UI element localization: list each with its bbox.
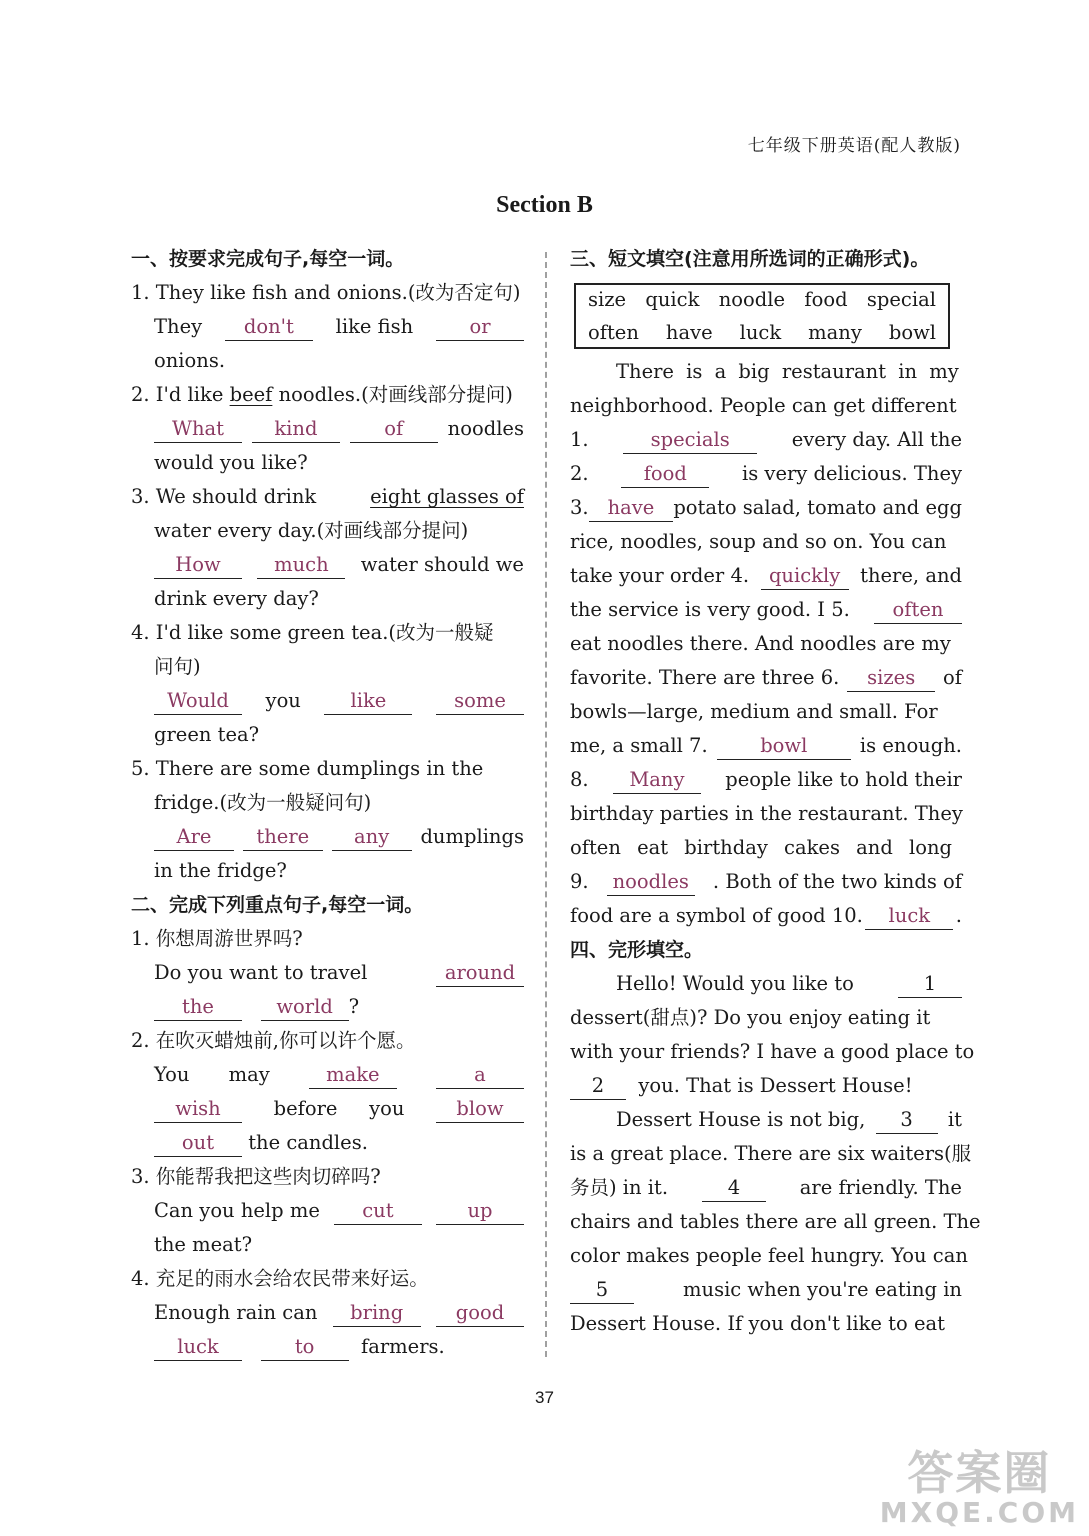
- answer-blank[interactable]: food: [621, 461, 709, 488]
- q1-answer-line: They don't like fish or: [131, 310, 524, 344]
- watermark-logo: [880, 1448, 1079, 1528]
- passage-line: often eat birthday cakes and long: [570, 836, 953, 859]
- p4-answer-line: Enough rain can bring good: [131, 1296, 524, 1330]
- cloze-blank[interactable]: 4: [702, 1175, 766, 1202]
- q4-answer-line: Would you like some: [131, 684, 524, 718]
- cloze-blank[interactable]: 3: [876, 1107, 938, 1134]
- cloze-line: 务员) in it. 4 are friendly. The: [570, 1171, 962, 1205]
- cloze-blank[interactable]: 2: [570, 1073, 626, 1100]
- q5-answer-line: Are there any dumplings: [131, 820, 524, 854]
- passage-line: me, a small 7. bowl is enough.: [570, 729, 962, 763]
- answer-blank[interactable]: a: [436, 1062, 524, 1089]
- cloze-line: 5 music when you're eating in: [570, 1273, 962, 1307]
- answer-blank[interactable]: sizes: [847, 665, 935, 692]
- answer-blank[interactable]: world: [261, 994, 349, 1021]
- word-bank-item: noodle: [718, 288, 786, 311]
- answer-blank[interactable]: some: [436, 688, 524, 715]
- page-number: 37: [535, 1388, 554, 1407]
- passage-line: neighborhood. People can get different: [570, 394, 957, 417]
- section-4-heading: 四、完形填空。: [570, 939, 704, 961]
- answer-blank[interactable]: bring: [333, 1300, 421, 1327]
- cloze-line: Dessert House. If you don't like to eat: [570, 1312, 945, 1335]
- column-divider: [545, 252, 547, 1357]
- q1-answer-tail: onions.: [154, 349, 226, 372]
- answer-blank[interactable]: noodles: [607, 869, 695, 896]
- cloze-line: dessert(甜点)? Do you enjoy eating it: [570, 1006, 931, 1029]
- q4-prompt-2: 问句): [154, 655, 201, 678]
- q3-answer-tail: drink every day?: [154, 587, 319, 610]
- answer-blank[interactable]: much: [257, 552, 345, 579]
- passage-line: 3. have potato salad, tomato and egg: [570, 491, 962, 525]
- cloze-line: 2 you. That is Dessert House!: [570, 1069, 962, 1103]
- word-bank-item: food: [804, 288, 848, 311]
- word-bank-item: size: [588, 288, 627, 311]
- section-1-heading: 一、按要求完成句子,每空一词。: [131, 248, 405, 270]
- word-bank-row: [588, 316, 936, 349]
- watermark-text: 答案圈: [907, 1446, 1052, 1500]
- p1-answer-line-2: the world ?: [131, 990, 524, 1024]
- passage-line: the service is very good. I 5. often: [570, 593, 962, 627]
- q1-prompt: 1. They like fish and onions.(改为否定句): [131, 281, 521, 304]
- answer-blank[interactable]: quickly: [761, 563, 849, 590]
- answer-blank[interactable]: to: [261, 1334, 349, 1361]
- left-column: [131, 242, 524, 1364]
- answer-blank[interactable]: cut: [334, 1198, 422, 1225]
- answer-blank[interactable]: How: [154, 552, 242, 579]
- answer-blank[interactable]: bowl: [717, 733, 851, 760]
- section-3-heading: 三、短文填空(注意用所选词的正确形式)。: [570, 248, 930, 270]
- answer-blank[interactable]: luck: [865, 903, 953, 930]
- word-bank-item: luck: [739, 321, 782, 344]
- q3-answer-line: How much water should we: [131, 548, 524, 582]
- p3-answer-line: Can you help me cut up: [131, 1194, 524, 1228]
- answer-blank[interactable]: specials: [623, 427, 757, 454]
- q2-answer-line: What kind of noodles: [131, 412, 524, 446]
- right-column: [570, 242, 981, 1341]
- word-bank: [574, 283, 950, 349]
- p3-chinese: 3. 你能帮我把这些肉切碎吗?: [131, 1165, 381, 1188]
- answer-blank[interactable]: of: [350, 416, 438, 443]
- p4-answer-line-2: luck to farmers.: [131, 1330, 524, 1364]
- word-bank-item: quick: [645, 288, 700, 311]
- p2-answer-line-3: out the candles.: [131, 1126, 524, 1160]
- underlined-part: beef: [229, 383, 273, 406]
- passage-line: 9. noodles . Both of the two kinds of: [570, 865, 962, 899]
- p3-answer-tail: the meat?: [154, 1233, 253, 1256]
- cloze-line: is a great place. There are six waiters(服: [570, 1142, 972, 1165]
- word-bank-item: often: [588, 321, 639, 344]
- answer-blank[interactable]: or: [436, 314, 524, 341]
- answer-blank[interactable]: make: [309, 1062, 397, 1089]
- answer-blank[interactable]: blow: [436, 1096, 524, 1123]
- passage-line: 1. specials every day. All the: [570, 423, 962, 457]
- q2-answer-tail: would you like?: [154, 451, 308, 474]
- answer-blank[interactable]: like: [324, 688, 412, 715]
- q3-prompt: 3. We should drink eight glasses of: [131, 480, 524, 514]
- answer-blank[interactable]: have: [589, 495, 674, 522]
- passage-line: food are a symbol of good 10. luck .: [570, 899, 962, 933]
- q5-prompt: 5. There are some dumplings in the: [131, 757, 484, 780]
- answer-blank[interactable]: there: [243, 824, 323, 851]
- answer-blank[interactable]: Many: [613, 767, 701, 794]
- answer-blank[interactable]: good: [436, 1300, 524, 1327]
- q2-prompt: 2. I'd like beef noodles.(对画线部分提问): [131, 378, 524, 412]
- answer-blank[interactable]: out: [154, 1130, 242, 1157]
- answer-blank[interactable]: up: [436, 1198, 524, 1225]
- answer-blank[interactable]: don't: [225, 314, 313, 341]
- answer-blank[interactable]: kind: [252, 416, 340, 443]
- answer-blank[interactable]: What: [154, 416, 242, 443]
- section-title: Section B: [496, 192, 593, 218]
- p2-answer-line: You may make a: [131, 1058, 524, 1092]
- answer-blank[interactable]: any: [332, 824, 412, 851]
- cloze-line: with your friends? I have a good place to: [570, 1040, 975, 1063]
- passage-line: favorite. There are three 6. sizes of: [570, 661, 962, 695]
- p4-chinese: 4. 充足的雨水会给农民带来好运。: [131, 1267, 429, 1290]
- passage-line: 2. food is very delicious. They: [570, 457, 962, 491]
- p1-chinese: 1. 你想周游世界吗?: [131, 927, 303, 950]
- passage-line: bowls—large, medium and small. For: [570, 700, 938, 723]
- passage-line: There is a big restaurant in my: [616, 360, 959, 383]
- word-bank-item: many: [808, 321, 862, 344]
- p1-answer-line: Do you want to travel around: [131, 956, 524, 990]
- passage-line: rice, noodles, soup and so on. You can: [570, 530, 947, 553]
- book-header: 七年级下册英语(配人教版): [747, 136, 961, 156]
- underlined-part: eight glasses of: [370, 485, 524, 508]
- passage-line: eat noodles there. And noodles are my: [570, 632, 951, 655]
- cloze-line: Hello! Would you like to 1: [570, 967, 962, 1001]
- word-bank-row: [588, 283, 936, 316]
- passage-line: birthday parties in the restaurant. They: [570, 802, 963, 825]
- word-bank-item: have: [665, 321, 713, 344]
- answer-blank[interactable]: Are: [154, 824, 234, 851]
- answer-blank[interactable]: Would: [154, 688, 242, 715]
- answer-blank[interactable]: around: [436, 960, 524, 987]
- word-bank-item: bowl: [888, 321, 936, 344]
- q5-prompt-2: fridge.(改为一般疑问句): [154, 791, 372, 814]
- cloze-blank[interactable]: 1: [898, 971, 962, 998]
- p2-chinese: 2. 在吹灭蜡烛前,你可以许个愿。: [131, 1029, 416, 1052]
- q3-prompt-2: water every day.(对画线部分提问): [154, 519, 469, 542]
- cloze-line: color makes people feel hungry. You can: [570, 1244, 968, 1267]
- passage-line: 8. Many people like to hold their: [570, 763, 962, 797]
- answer-blank[interactable]: luck: [154, 1334, 242, 1361]
- answer-blank[interactable]: wish: [154, 1096, 242, 1123]
- answer-blank[interactable]: the: [154, 994, 242, 1021]
- watermark-url: MXQE.COM: [879, 1496, 1079, 1529]
- cloze-line: Dessert House is not big, 3 it: [570, 1103, 962, 1137]
- p2-answer-line-2: wish before you blow: [131, 1092, 524, 1126]
- q5-answer-tail: in the fridge?: [154, 859, 287, 882]
- cloze-blank[interactable]: 5: [570, 1277, 634, 1304]
- section-2-heading: 二、完成下列重点句子,每空一词。: [131, 894, 424, 916]
- passage-line: take your order 4. quickly there, and: [570, 559, 962, 593]
- q4-answer-tail: green tea?: [154, 723, 260, 746]
- cloze-line: chairs and tables there are all green. The: [570, 1210, 981, 1233]
- q4-prompt: 4. I'd like some green tea.(改为一般疑: [131, 621, 494, 644]
- word-bank-item: special: [866, 288, 936, 311]
- answer-blank[interactable]: often: [874, 597, 962, 624]
